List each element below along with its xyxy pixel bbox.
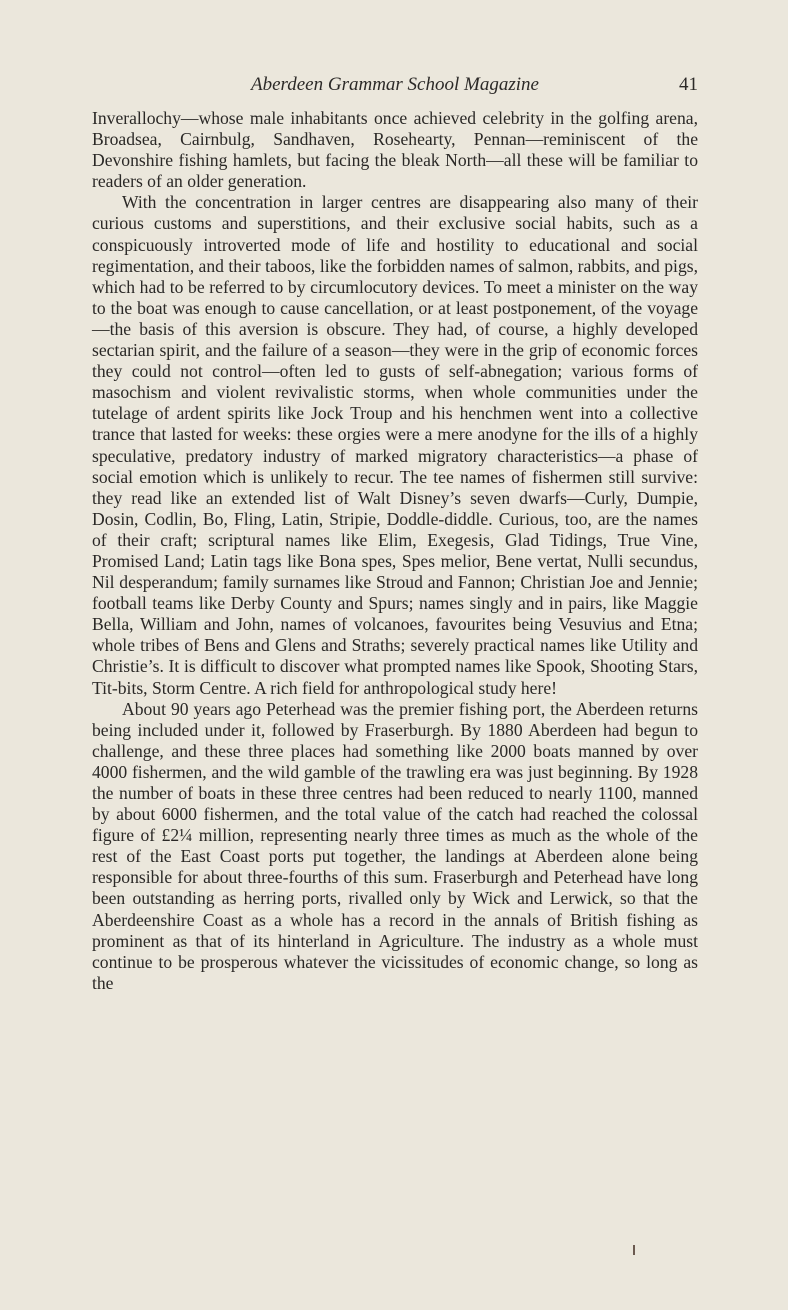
paragraph-2: With the concentration in larger centres are disappearing also many of their curious customs and superstitions, and their exclusive social habits, such as a conspicuously introverted mode of life and hostility to educational and social regimentation, and their taboos, like the forbidden names of salmon, rabbits, and pigs, which had to be referred to by circumlocutory devices. To meet a minister on the way to the boat was enough to cause cancellation, or at least postponement, of the voyage—the basis of this aversion is obscure. They had, of course, a highly developed sectarian spirit, and the failure of a season—they were in the grip of economic forces they could not control—often led to gusts of self-abnegation; various forms of masochism and violent revivalistic storms, when whole communities under the tutelage of ardent spirits like Jock Troup and his henchmen went into a collective trance that lasted for weeks: these orgies were a mere anodyne for the ills of a highly speculative, predatory industry of marked migratory characteristics—a phase of social emotion which is unlikely to recur. The tee names of fishermen still survive: they read like an extended list of Walt Disney’s seven dwarfs—Curly, Dumpie, Dosin, Codlin, Bo, Fling, Latin, Stripie, Doddle-diddle. Curious, too, are the names of their craft; scriptural names like Elim, Exegesis, Glad Tidings, True Vine, Promised Land; Latin tags like Bona spes, Spes melior, Bene vertat, Nulli secundus, Nil desperandum; family surnames like Stroud and Fannon; Christian Joe and Jennie; football teams like Derby County and Spurs; names singly and in pairs, like Maggie Bella, William and John, names of volcanoes, favourites being Vesuvius and Etna; whole tribes of Bens and Glens and Straths; severely practical names like Utility and Christie’s. It is difficult to discover what prompted names like Spook, Shooting Stars, Tit-bits, Storm Centre. A rich field for anthropological study here!	[92, 192, 698, 698]
paragraph-1: Inverallochy—whose male inhabitants once achieved celebrity in the golfing arena, Broadsea, Cairnbulg, Sandhaven, Rosehearty, Pennan—reminiscent of the Devonshire fishing hamlets, but facing the bleak North—all these will be familiar to readers of an older generation.	[92, 108, 698, 192]
paragraph-3: About 90 years ago Peterhead was the premier fishing port, the Aberdeen returns being included under it, followed by Fraserburgh. By 1880 Aberdeen had begun to challenge, and these three places had something like 2000 boats manned by over 4000 fishermen, and the wild gamble of the trawling era was just beginning. By 1928 the number of boats in these three centres had been reduced to nearly 1100, manned by about 6000 fishermen, and the total value of the catch had reached the colossal figure of £2¼ million, representing nearly three times as much as the whole of the rest of the East Coast ports put together, the landings at Aberdeen alone being responsible for about three-fourths of this sum. Fraserburgh and Peterhead have long been outstanding as herring ports, rivalled only by Wick and Lerwick, so that the Aberdeenshire Coast as a whole has a record in the annals of British fishing as prominent as that of its hinterland in Agriculture. The industry as a whole must continue to be prosperous whatever the vicissitudes of economic change, so long as the	[92, 698, 698, 993]
page-speck	[633, 1245, 635, 1255]
running-title: Aberdeen Grammar School Magazine	[251, 74, 539, 95]
page-header	[92, 74, 698, 104]
article-body	[92, 108, 698, 994]
page-number: 41	[679, 74, 698, 95]
